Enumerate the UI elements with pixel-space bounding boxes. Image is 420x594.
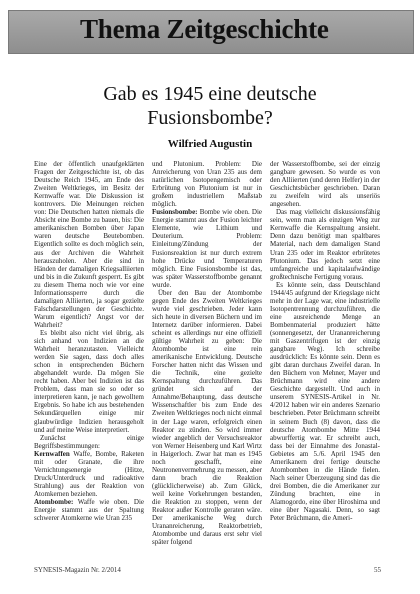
term-definition: Bombe wie oben. Die Energie stammt aus der Fusion leichter Elemente, wie Lithium und Deuterium. Problem: Einleitung/Zündung der Fusionsreaktion ist nur durch extrem hohe Drücke und Temperaturen möglich. Eine Fusionsbombe ist das, was später Wasserstoffbombe genannt wurde. [152,208,262,289]
footer-publication: SYNESIS-Magazin Nr. 2/2014 [34,566,121,574]
paragraph: Zunächst einige Begriffsbestimmungen: [34,433,144,450]
article-author: Wilfried Augustin [167,138,253,150]
page-number: 55 [374,566,381,574]
definition-fusionsbombe [152,208,262,288]
paragraph: Es könnte sein, dass Deutschland 1944/45 aufgrund der Kriegslage nicht mehr in der Lage war, eine industrielle Isotopentrennung durchzuführen, die eine ausreichende Menge an Bombenmaterial produziert hätte (sonnengesetzt, der Urananreicherung mit Gaszentrifugen ist der einzig gangbare Weg). Ich schreibe ausdrücklich: Es könnte sein. Denn es gibt daran durchaus Zweifel daran. In den Büchern von Mehner, Mayer und Brüchmann wird eine andere Geschichte dargestellt. Und auch in unserem SYNESIS-Artikel in Nr. 4/2012 haben wir ein anderes Szenario beschrieben. Peter Brüchmann schreibt in seinem Buch (8) davon, dass die deutsche Atombombe Mitte 1944 abwurffertig war. Er schreibt auch, dass bei der Einnahme des Jonastal-Gebietes am 5./6. April 1945 den Amerikanern drei fertige deutsche Atombomben in die Hände fielen. Nach seiner Überzeugung sind das die drei Bomben, die die Amerikaner zur Zündung brachten, eine in Alamogordo, eine über Hiroshima und eine über Nagasaki. Denn, so sagt Peter Brüchmann, die Ameri- [270,280,380,523]
term-label: Fusionsbombe: [152,208,198,217]
text-column-1 [34,160,144,558]
article-headline: Gab es 1945 eine deutsche Fusionsbombe? [103,83,317,129]
term-label: Kernwaffen [34,449,70,458]
definition-kernwaffen [34,450,144,498]
paragraph: der Wasserstoffbombe, sei der einzig gangbare gewesen. So wurde es von den Alliierten (und deren Helfer) in der Geschichtsbücher geschrieben. Daran zu zweifeln wird als unseriös angesehen. [270,160,380,209]
paragraph: und Plutonium. Problem: Die Anreicherung von Uran 235 aus dem natürlichen Isotopengemisch oder Erbrütung von Plutonium ist nur in großem industriellem Maßstab möglich. [152,160,262,209]
section-title: Thema Zeitgeschichte [80,14,329,44]
paragraph: Über den Bau der Atombombe gegen Ende des Zweiten Weltkrieges wurde viel geschrieben. Jeder kann sich heute in diversen Büchern und im Internetz darüber informieren. Dabei scheint es allerdings nur eine offiziell gültige Wahrheit zu geben: Die Atombombe ist eine rein amerikanische Entwicklung. Deutsche Forscher hatten nicht das Wissen und die Technik, eine gezielte Kernspaltung durchzuführen. Das gründet sich auf der Annahme/Behauptung, dass deutsche Wissenschaftler bis zum Ende des Zweiten Weltkrieges noch nicht einmal in der Lage waren, erfolgreich einen Reaktor zu zünden. So wird immer wieder angeblich der Versuchsreaktor von Werner Heisenberg und Karl Wirtz in Haigerloch. Zwar hat man es 1945 noch geschafft, eine Neutronenvermehrung zu messen, aber dann brach die Reaktion (glücklicherweise) ab. Zum Glück, weil keine Vorkehrungen bestanden, die Reaktion zu stoppen, wenn der Reaktor außer Kontrolle geraten wäre. Der amerikanische Weg durch Urananreicherung, Reaktorbetrieb, Atombombe und daraus erst sehr viel später folgend [152,288,262,547]
text-column-2 [152,160,262,558]
term-definition: Waffe, Bombe, Raketen mit oder Granate, die ihre Vernichtungsenergie (Hitze, Druck/Unterdruck und radioaktive Strahlung) aus der Reaktion von Atomkernen beziehen. [34,449,144,498]
paragraph: Eine der öffentlich unaufgeklärten Fragen der Zeitgeschichte ist, ob das Deutsche Reich 1945, am Ende des Zweiten Weltkrieges, im Besitz der Kernwaffe war. Die Diskussion ist kontrovers. Die Meinungen reichen von: Die Deutschen hatten niemals die Absicht eine Bombe zu bauen, bis: Die amerikanischen Bomben über Japan waren deutsche Beutebomben. Eigentlich sollte es doch möglich sein, aus der Archiven die Wahrheit herauszuholen. Aber die sind in Händen der damaligen Kriegsalliierten und bis in die Zukunft gesperrt. Es gibt zu diesem Thema noch wie vor eine Informationssperre durch die damaligen Alliierten, ja sogar gezielte Falschdarstellungen der Geschichte. Warum eigentlich? Angst vor der Wahrheit? [34,160,144,329]
term-label: Atombombe: [34,497,74,506]
definition-atombombe [34,498,144,522]
paragraph: Das mag vielleicht diskussionsfähig sein, wenn man als einzigen Weg zur Kernwaffe die Kernspaltung ansieht. Denn dazu benötigt man spaltbares Material, nach dem damaligen Stand Uran 235 oder im Reaktor erbrütetes Plutonium. Das jedoch setzt eine umfangreiche und kapitalaufwändige großtechnische Fertigung voraus. [270,208,380,281]
term-definition: Waffe wie oben. Die Energie stammt aus der Spaltung schwerer Atomkerne wie Uran 235 [34,497,144,523]
text-column-3 [270,160,380,558]
paragraph: Es bleibt also nicht viel übrig, als sich anhand von Indizien an die Wahrheit heranzutasten. Vielleicht werden Sie sagen, dass doch alles schon in entsprechenden Büchern abgehandelt wurde. Da mögen Sie recht haben. Aber bei Indizien ist das Problem, dass man sie so oder so interpretieren kann, je nach gewolltem Ergebnis. So habe ich aus bestehenden Sekundärquellen einige mir glaubwürdige Indizien herausgeholt und auf meine Weise interpretiert. [34,328,144,434]
